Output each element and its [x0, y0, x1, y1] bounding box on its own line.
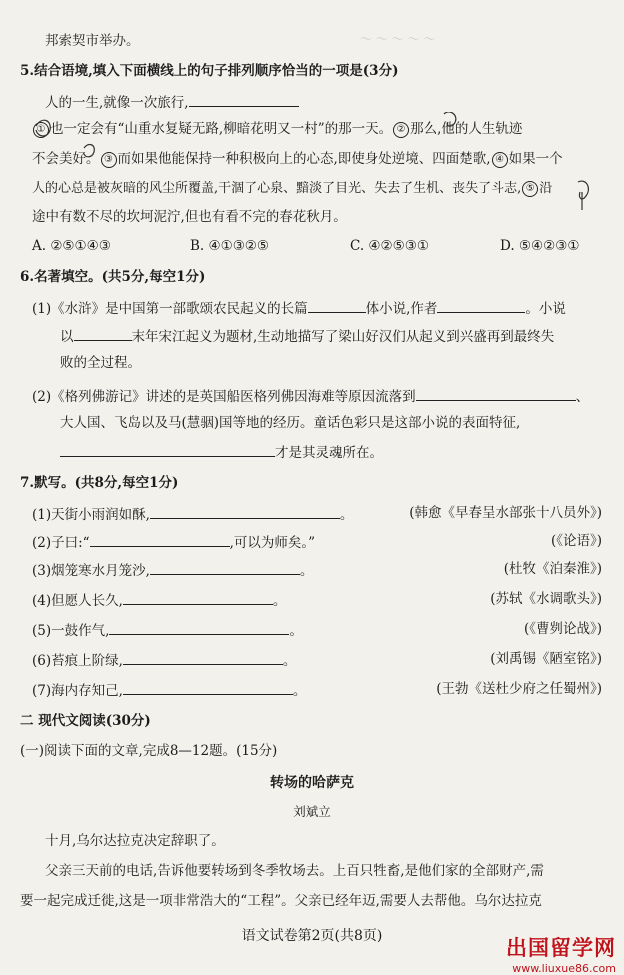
q7-item-3-end: 。 — [299, 563, 314, 579]
watermark-url: www.liuxue86.com — [512, 962, 616, 975]
q6-stem: 6.名著填空。(共5分,每空1分) — [20, 269, 206, 285]
q5-sentence-5: 沿 — [539, 181, 553, 196]
q5-line-4: 途中有数不尽的坎坷泥泞,但也有看不完的春花秋月。 — [32, 209, 347, 225]
q7-item-5-prompt: (5)一鼓作气, — [32, 623, 110, 639]
q6-blank-4[interactable] — [416, 386, 576, 401]
q7-item-5-end: 。 — [289, 623, 303, 639]
q7-blank-2[interactable] — [90, 532, 230, 547]
q7-blank-6[interactable] — [123, 650, 283, 665]
section-2-subheading: (一)阅读下面的文章,完成8—12题。(15分) — [20, 743, 278, 759]
q7-item-1 — [32, 504, 353, 524]
q5-sentence-4-cont: 人的心总是被灰暗的风尘所覆盖,干涸了心泉、黯淡了目光、失去了生机、丧失了斗志, — [32, 181, 522, 196]
watermark-name: 出国留学网 — [506, 936, 616, 960]
handwritten-marks — [30, 112, 590, 212]
article-para-1: 十月,乌尔达拉克决定辞职了。 — [45, 833, 225, 849]
article-para-2-line-2: 要一起完成迁徙,这是一项非常浩大的“工程”。父亲已经年迈,需要人去帮他。乌尔达拉克 — [20, 893, 542, 909]
q7-item-7 — [32, 680, 306, 700]
q7-blank-7[interactable] — [123, 680, 293, 695]
article-author: 刘斌立 — [293, 804, 331, 819]
q5-option-d[interactable]: D. ⑤④②③① — [500, 238, 580, 254]
q6-item-1-text-a: (1)《水浒》是中国第一部歌颂农民起义的长篇 — [32, 301, 308, 317]
q6-item-2-text-a: (2)《格列佛游记》讲述的是英国船医格列佛因海难等原因流落到 — [32, 389, 416, 405]
q7-item-3-prompt: (3)烟笼寒水月笼沙, — [32, 563, 150, 579]
q5-sentence-2-cont: 不会美好。 — [32, 151, 100, 167]
q7-item-3 — [32, 560, 313, 580]
q7-item-7-source: (王勃《送杜少府之任蜀州》) — [436, 681, 602, 697]
q7-item-4 — [32, 590, 286, 610]
q5-num-1: ① — [33, 122, 49, 138]
q7-blank-4[interactable] — [123, 590, 273, 605]
q5-lead — [45, 92, 299, 112]
q6-item-2-line-2: 大人国、飞岛以及马(慧骃)国等地的经历。童话色彩只是这部小说的表面特征, — [60, 415, 521, 431]
q5-option-c[interactable]: C. ④②⑤③① — [350, 238, 429, 254]
q7-item-1-prompt: (1)天街小雨润如酥, — [32, 507, 150, 523]
q7-item-6-end: 。 — [282, 653, 297, 669]
q7-blank-1[interactable] — [150, 504, 340, 519]
q7-item-4-source: (苏轼《水调歌头》) — [490, 591, 602, 607]
q5-num-5: ⑤ — [522, 181, 538, 197]
q7-item-2-prompt: (2)子曰:“ — [32, 535, 90, 551]
page-footer: 语文试卷第2页(共8页) — [241, 928, 383, 944]
q6-blank-1[interactable] — [308, 298, 366, 313]
article-para-2-line-1: 父亲三天前的电话,告诉他要转场到冬季牧场去。上百只牲畜,是他们家的全部财产,需 — [45, 863, 544, 879]
q7-item-6-source: (刘禹锡《陋室铭》) — [490, 651, 602, 667]
q6-item-2-line-1 — [32, 386, 589, 406]
q7-item-2-source: (《论语》) — [550, 533, 602, 549]
q7-item-7-end: 。 — [292, 683, 307, 699]
q7-item-5-source: (《曹刿论战》) — [523, 621, 602, 637]
q7-stem: 7.默写。(共8分,每空1分) — [20, 475, 179, 491]
q6-item-2-text-d: 才是其灵魂所在。 — [275, 445, 383, 461]
q5-sentence-4: 如果一个 — [508, 151, 563, 167]
q5-stem: 5.结合语境,填入下面横线上的句子排列顺序恰当的一项是(3分) — [20, 63, 399, 79]
q7-item-6-prompt: (6)苔痕上阶绿, — [32, 653, 123, 669]
bleed-through-text: ～ ～ ～ ～ ～ — [360, 32, 436, 46]
site-watermark-logo — [506, 932, 616, 975]
q6-blank-5[interactable] — [60, 442, 275, 457]
q7-item-1-end: 。 — [339, 507, 354, 523]
q5-sentence-2: 那么,他的人生轨迹 — [410, 121, 523, 137]
q6-item-2-text-b: 、 — [575, 389, 590, 405]
q7-blank-3[interactable] — [150, 560, 300, 575]
q5-sentence-1: 也一定会有“山重水复疑无路,柳暗花明又一村”的那一天。 — [50, 121, 393, 137]
q7-item-2 — [32, 532, 315, 552]
q6-item-1-line-2 — [60, 326, 554, 346]
q6-blank-2[interactable] — [437, 298, 525, 313]
q5-option-a[interactable]: A. ②⑤①④③ — [32, 238, 111, 254]
q6-item-1-line-3: 败的全过程。 — [60, 355, 141, 371]
q7-item-5 — [32, 620, 303, 640]
q7-item-3-source: (杜牧《泊秦淮》) — [503, 561, 602, 577]
intro-tail-text: 邦索契市举办。 — [45, 33, 140, 49]
q7-item-2-end: ,可以为师矣。” — [229, 535, 316, 551]
q5-num-4: ④ — [492, 152, 508, 168]
q6-item-1-line-1 — [32, 298, 566, 318]
q5-lead-text: 人的一生,就像一次旅行, — [45, 95, 189, 111]
q5-num-3: ③ — [101, 152, 117, 168]
q7-blank-5[interactable] — [109, 620, 289, 635]
q6-item-1-text-c: 。小说 — [525, 301, 566, 317]
section-2-heading: 二 现代文阅读(30分) — [20, 713, 151, 729]
q5-num-2: ② — [393, 122, 409, 138]
q6-item-1-text-e: 末年宋江起义为题材,生动地描写了梁山好汉们从起义到兴盛再到最终失 — [131, 329, 555, 345]
q7-item-4-end: 。 — [272, 593, 287, 609]
q5-sentence-3: 而如果他能保持一种积极向上的心态,即使身处逆境、四面楚歌, — [117, 151, 491, 167]
q6-blank-3[interactable] — [74, 326, 132, 341]
q7-item-1-source: (韩愈《早春呈水部张十八员外》) — [409, 505, 602, 521]
q6-item-2-line-3 — [60, 442, 383, 462]
q5-answer-blank[interactable] — [189, 92, 299, 107]
q6-item-1-text-d: 以 — [60, 329, 74, 345]
q7-item-6 — [32, 650, 296, 670]
q6-item-1-text-b: 体小说,作者 — [365, 301, 438, 317]
q7-item-4-prompt: (4)但愿人长久, — [32, 593, 123, 609]
q7-item-7-prompt: (7)海内存知己, — [32, 683, 123, 699]
q5-option-b[interactable]: B. ④①③②⑤ — [190, 238, 270, 254]
article-title: 转场的哈萨克 — [270, 775, 354, 791]
